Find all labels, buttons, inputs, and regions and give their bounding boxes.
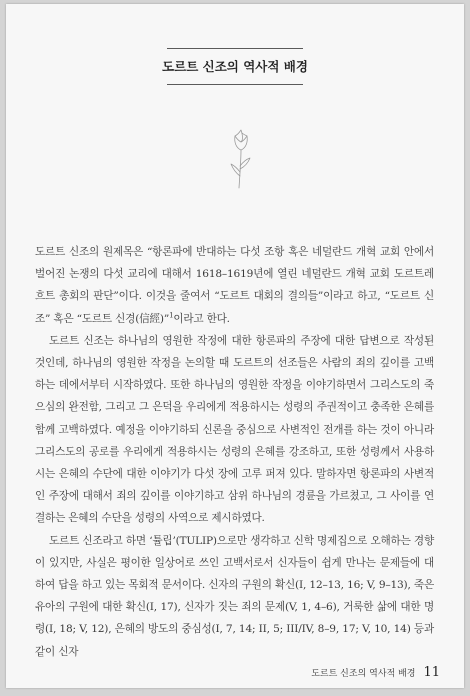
running-title: 도르트 신조의 역사적 배경 <box>311 669 416 679</box>
header-bottom-rule <box>167 84 303 85</box>
paragraph <box>35 241 434 330</box>
tulip-icon <box>228 128 254 196</box>
chapter-title: 도르트 신조의 역사적 배경 <box>162 59 308 74</box>
paragraph-text: 이라고 한다. <box>173 312 230 325</box>
book-page <box>6 4 464 688</box>
chapter-header <box>6 48 464 85</box>
page-footer <box>311 665 440 680</box>
footnote-marker[interactable]: 1 <box>169 311 174 320</box>
paragraph: 도르트 신조는 하나님의 영원한 작정에 대한 항론파의 주장에 대한 답변으로 작성된 것인데, 하나님의 영원한 작정을 논의할 때 도르트의 선조들은 사람의 죄의 깊이를 고백하는 데에서부터 시작하였다. 또한 하나님의 영원한 작정을 이야기하면서 그리스도의 죽으심의 완전함, 그리고 그 은덕을 우리에게 적용하시는 성령의 주권적이고 충족한 은혜를 함께 고백하였다. 예정을 이야기하되 신론을 중심으로 사변적인 전개를 하는 것이 아니라 그리스도의 공로를 우리에게 적용하시는 성령의 은혜를 강조하고, 또한 성령께서 사용하시는 은혜의 수단에 대한 이야기가 다섯 장에 고루 퍼져 있다. 말하자면 항론파의 사변적인 주장에 대해서 죄의 깊이를 이야기하고 삼위 하나님의 경륜을 가르쳤고, 그 사이를 연결하는 은혜의 수단을 성령의 사역으로 제시하였다. <box>35 334 434 525</box>
page-number: 11 <box>423 665 440 680</box>
paragraph: 도르트 신조라고 하면 ‘튤립’(TULIP)으로만 생각하고 신학 명제집으로 오해하는 경향이 있지만, 사실은 평이한 일상어로 쓰인 고백서로서 신자들이 쉽게 만나는 문제들에 대하여 답을 하고 있는 목회적 문서이다. 신자의 구원의 확신(I, 12–13, 16; V, 9–13), 죽은 유아의 구원에 대한 확신(I, 17), 신자가 짓는 죄의 문제(V, 1, 4–6), 거룩한 삶에 대한 명령(I, 18; V, 12), 은혜의 방도의 중심성(I, 7, 14; II, 5; III/IV, 8–9, 17; V, 10, 14) 등과 같이 신자 <box>35 534 434 658</box>
paragraph-text: 도르트 신조의 원제목은 “항론파에 반대하는 다섯 조항 혹은 네덜란드 개혁 교회 안에서 벌어진 논쟁의 다섯 교리에 대해서 1618–1619년에 열린 네덜란드 개혁 교회 도르트레흐트 총회의 판단”이다. 이것을 줄여서 “도르트 대회의 결의들”이라고 하고, “도르트 신조” 혹은 “도르트 신경(信經)” <box>35 246 434 325</box>
body-text <box>35 241 434 663</box>
